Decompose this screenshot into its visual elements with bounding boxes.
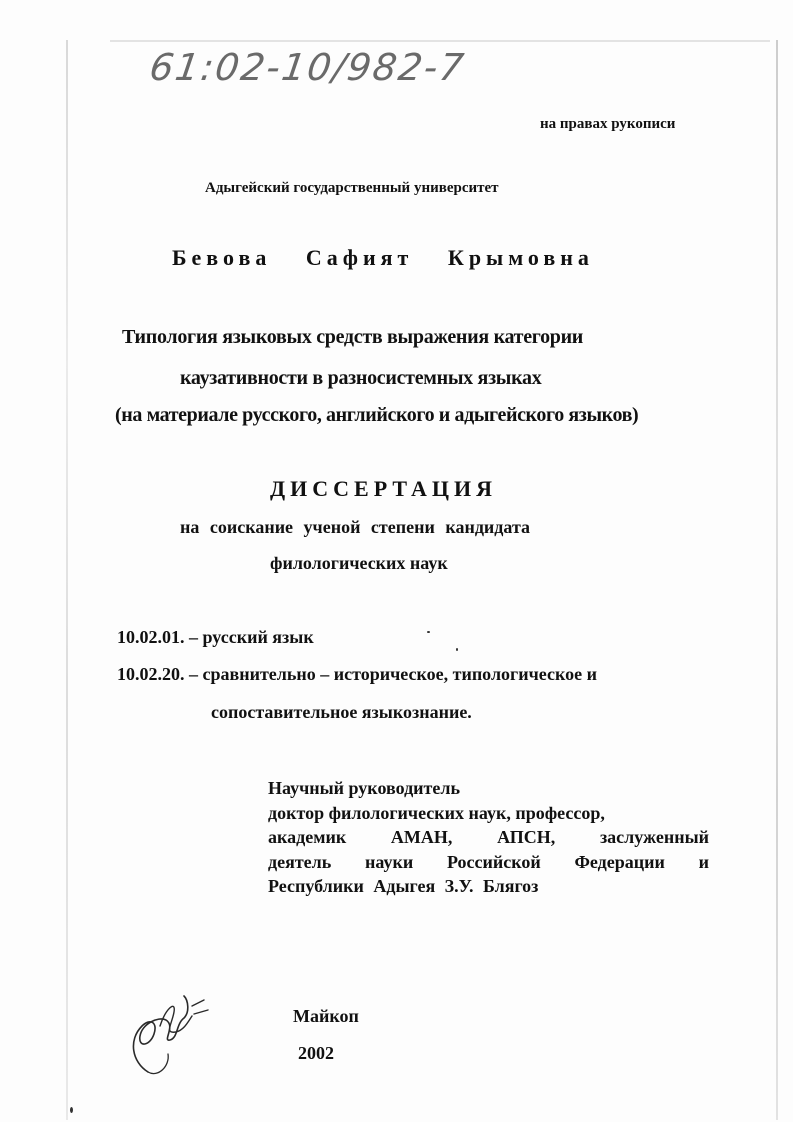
specialty-line-2: 10.02.20. – сравнительно – историческое, типологическое и (117, 664, 597, 684)
degree-line-1: на соискание ученой степени кандидата (180, 517, 531, 537)
archive-number: 61:02-10/982-7 (146, 46, 469, 89)
supervisor-line: академик АМАН, АПСН, заслуженный (268, 827, 709, 847)
scan-speck (70, 1107, 73, 1113)
title-line-3: (на материале русского, английского и адыгейского языков) (115, 404, 639, 426)
scan-speck (456, 648, 458, 651)
supervisor-line: деятель науки Российской Федерации и (268, 851, 709, 872)
supervisor-line: доктор филологических наук, профессор, (268, 802, 605, 823)
rights-note: на правах рукописи (540, 116, 676, 132)
signature (118, 982, 218, 1082)
supervisor-line: Республики Адыгея З.У. Блягоз (268, 876, 539, 896)
supervisor-block (268, 776, 709, 899)
title-line-1: Типология языковых средств выражения категории (122, 326, 584, 348)
work-type-heading: ДИССЕРТАЦИЯ (270, 476, 497, 501)
scan-edge-right (776, 40, 778, 1120)
degree-line-2: филологических наук (270, 553, 448, 573)
specialty-line-3: сопоставительное языкознание. (211, 702, 472, 722)
specialty-line-1: 10.02.01. – русский язык (117, 627, 314, 647)
author-name: Бевова Сафият Крымовна (172, 245, 594, 270)
scan-edge-top (110, 40, 770, 42)
scan-speck (427, 631, 430, 633)
city: Майкоп (293, 1006, 359, 1026)
title-line-2: каузативности в разносистемных языках (180, 367, 542, 389)
supervisor-line: Научный руководитель (268, 778, 460, 798)
university-name: Адыгейский государственный университет (205, 180, 499, 196)
scan-edge-left (66, 40, 68, 1120)
year: 2002 (298, 1043, 334, 1063)
